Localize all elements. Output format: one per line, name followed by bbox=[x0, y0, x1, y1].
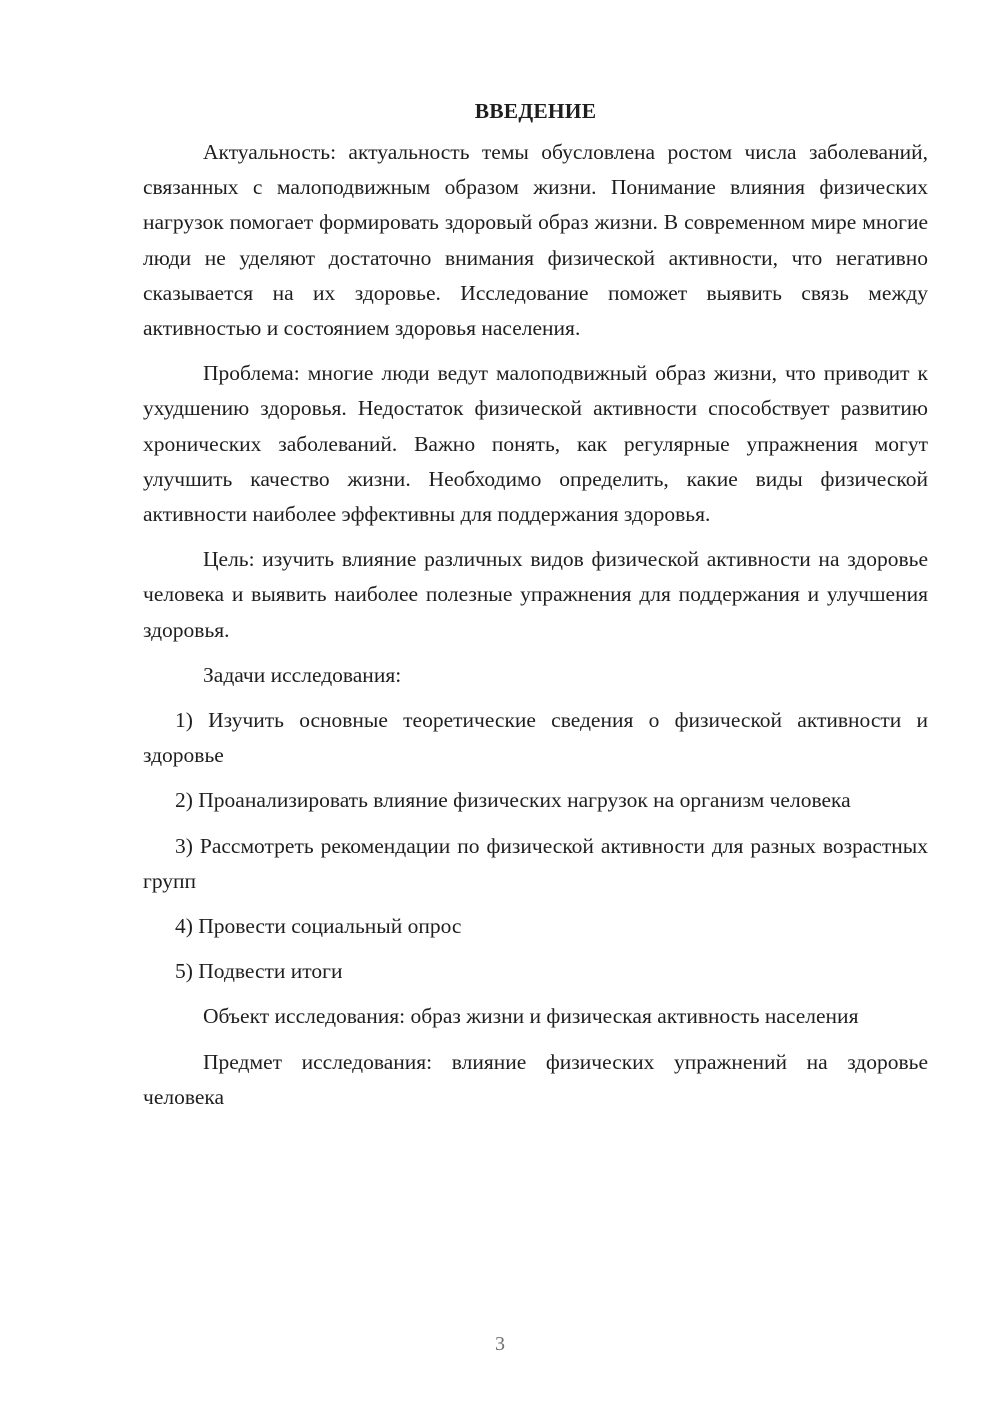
problem-paragraph: Проблема: многие люди ведут малоподвижный образ жизни, что приводит к ухудшению здоровья. Недостаток физической активности способствует развитию хронических заболеваний. Важно понять, как регулярные упражнения могут улучшить качество жизни. Необходимо определить, какие виды физической активности наиболее эффективны для поддержания здоровья. bbox=[143, 361, 928, 527]
list-item: 4) Провести социальный опрос bbox=[175, 914, 462, 939]
document-page bbox=[143, 93, 928, 1115]
subject-paragraph: Предмет исследования: влияние физических упражнений на здоровье человека bbox=[143, 1049, 928, 1109]
page-number: 3 bbox=[495, 1333, 505, 1355]
tasks-heading: Задачи исследования: bbox=[203, 662, 402, 687]
page-title: ВВЕДЕНИЕ bbox=[474, 99, 597, 123]
list-item: 3) Рассмотреть рекомендации по физической активности для разных возрастных групп bbox=[143, 833, 928, 893]
relevance-paragraph: Актуальность: актуальность темы обусловлена ростом числа заболеваний, связанных с малоподвижным образом жизни. Понимание влияния физических нагрузок помогает формировать здоровый образ жизни. В современном мире многие люди не уделяют достаточно внимания физической активности, что негативно сказывается на их здоровье. Исследование поможет выявить связь между активностью и состоянием здоровья населения. bbox=[143, 140, 928, 341]
object-paragraph: Объект исследования: образ жизни и физическая активность населения bbox=[203, 1004, 859, 1029]
list-item: 2) Проанализировать влияние физических нагрузок на организм человека bbox=[175, 788, 851, 813]
goal-paragraph: Цель: изучить влияние различных видов физической активности на здоровье человека и выявить наиболее полезные упражнения для поддержания и улучшения здоровья. bbox=[143, 547, 928, 642]
tasks-list bbox=[143, 703, 928, 989]
list-item: 5) Подвести итоги bbox=[175, 959, 343, 984]
list-item: 1) Изучить основные теоретические сведения о физической активности и здоровье bbox=[143, 708, 928, 768]
